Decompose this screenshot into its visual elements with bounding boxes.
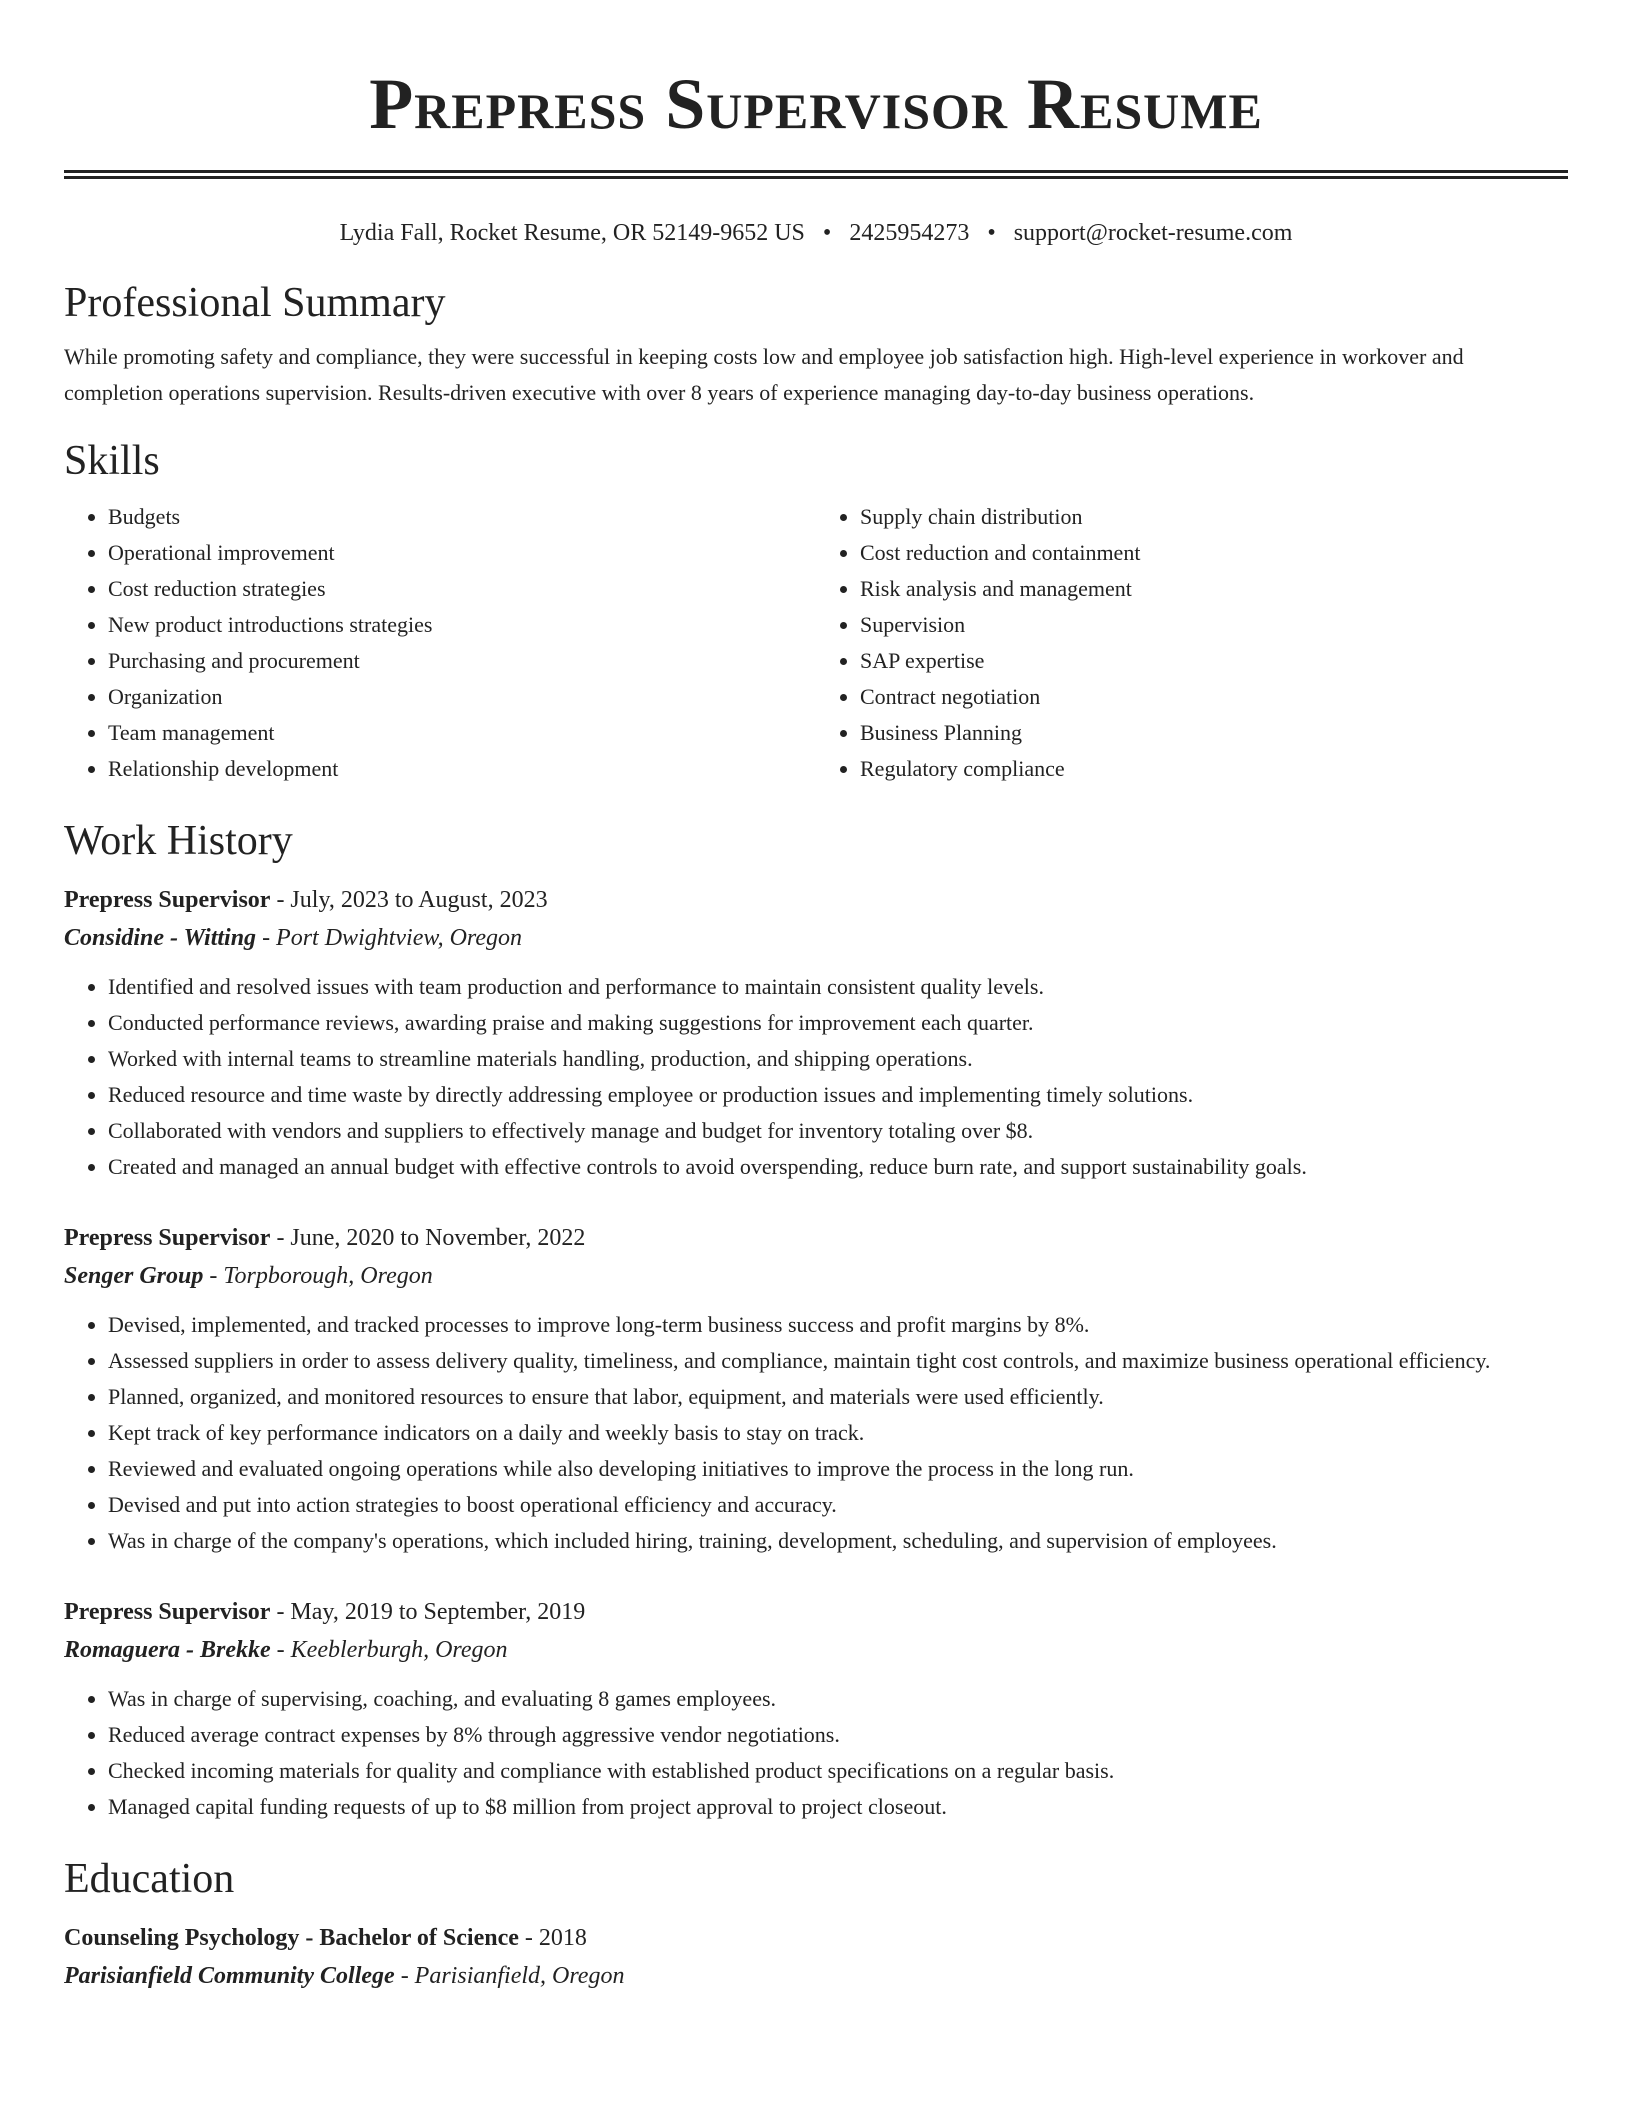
job-bullet: • Reduced resource and time waste by directly addressing employee or production issues and implementing timely solutions. bbox=[108, 1077, 1568, 1113]
job-bullet: • Was in charge of supervising, coaching, and evaluating 8 games employees. bbox=[108, 1681, 1568, 1717]
summary-heading: Professional Summary bbox=[64, 280, 446, 326]
job-bullet: • Worked with internal teams to streamline materials handling, production, and shipping operations. bbox=[108, 1041, 1568, 1077]
job-dates: - June, 2020 to November, 2022 bbox=[270, 1225, 586, 1251]
skill-item: • Supervision bbox=[860, 607, 1568, 643]
skills-heading: Skills bbox=[64, 438, 160, 484]
job-entry bbox=[64, 1219, 1568, 1559]
skill-item: • Cost reduction strategies bbox=[108, 571, 816, 607]
job-bullet: • Devised, implemented, and tracked processes to improve long-term business success and profit margins by 8%. bbox=[108, 1307, 1568, 1343]
job-title-line bbox=[64, 881, 1568, 919]
job-title: Prepress Supervisor bbox=[64, 887, 271, 913]
contact-separator: • bbox=[987, 220, 996, 246]
skill-item: • New product introductions strategies bbox=[108, 607, 816, 643]
job-bullet: • Managed capital funding requests of up to $8 million from project approval to project closeout. bbox=[108, 1789, 1568, 1825]
skill-item: • SAP expertise bbox=[860, 643, 1568, 679]
title-double-rule bbox=[64, 170, 1568, 179]
skill-item: • Team management bbox=[108, 715, 816, 751]
job-bullets bbox=[64, 969, 1568, 1185]
education-year: - 2018 bbox=[518, 1925, 587, 1951]
skills-columns bbox=[64, 499, 1568, 787]
job-bullet: • Identified and resolved issues with team production and performance to maintain consistent quality levels. bbox=[108, 969, 1568, 1005]
education-location: - Parisianfield, Oregon bbox=[394, 1963, 625, 1989]
job-dates: - May, 2019 to September, 2019 bbox=[270, 1599, 586, 1625]
skill-item: • Relationship development bbox=[108, 751, 816, 787]
education-school: Parisianfield Community College bbox=[64, 1963, 395, 1989]
job-location: - Keeblerburgh, Oregon bbox=[270, 1637, 508, 1663]
job-title-line bbox=[64, 1219, 1568, 1257]
contact-address: Lydia Fall, Rocket Resume, OR 52149-9652 US bbox=[339, 220, 805, 246]
skill-item: • Purchasing and procurement bbox=[108, 643, 816, 679]
education-heading: Education bbox=[64, 1856, 235, 1902]
job-bullets bbox=[64, 1681, 1568, 1825]
education-degree-line bbox=[64, 1919, 1568, 1957]
skill-item: • Supply chain distribution bbox=[860, 499, 1568, 535]
job-bullets bbox=[64, 1307, 1568, 1559]
job-company-line bbox=[64, 1631, 1568, 1669]
job-bullet: • Checked incoming materials for quality and compliance with established product specifications on a regular basis. bbox=[108, 1753, 1568, 1789]
job-bullet: • Planned, organized, and monitored resources to ensure that labor, equipment, and materials were used efficiently. bbox=[108, 1379, 1568, 1415]
skill-item: • Organization bbox=[108, 679, 816, 715]
job-company: Senger Group bbox=[64, 1263, 204, 1289]
skill-item: • Risk analysis and management bbox=[860, 571, 1568, 607]
job-dates: - July, 2023 to August, 2023 bbox=[270, 887, 548, 913]
resume-title: Prepress Supervisor Resume bbox=[369, 64, 1263, 144]
skill-item: • Operational improvement bbox=[108, 535, 816, 571]
job-bullet: • Conducted performance reviews, awarding praise and making suggestions for improvement each quarter. bbox=[108, 1005, 1568, 1041]
job-entry bbox=[64, 881, 1568, 1185]
job-bullet: • Reduced average contract expenses by 8% through aggressive vendor negotiations. bbox=[108, 1717, 1568, 1753]
job-bullet: • Kept track of key performance indicators on a daily and weekly basis to stay on track. bbox=[108, 1415, 1568, 1451]
job-company-line bbox=[64, 919, 1568, 957]
summary-text: While promoting safety and compliance, they were successful in keeping costs low and employee job satisfaction high. High-level experience in workover and completion operations supervision. Results-driven executive with over 8 years of experience managing day-to-day business operations. bbox=[64, 344, 1464, 405]
contact-email: support@rocket-resume.com bbox=[1013, 220, 1293, 246]
skill-item: • Business Planning bbox=[860, 715, 1568, 751]
job-entry bbox=[64, 1593, 1568, 1825]
contact-phone: 2425954273 bbox=[849, 220, 970, 246]
job-company-line bbox=[64, 1257, 1568, 1295]
job-company: Considine - Witting bbox=[64, 925, 257, 951]
job-bullet: • Devised and put into action strategies to boost operational efficiency and accuracy. bbox=[108, 1487, 1568, 1523]
job-bullet: • Created and managed an annual budget with effective controls to avoid overspending, reduce burn rate, and support sustainability goals. bbox=[108, 1149, 1568, 1185]
job-location: - Port Dwightview, Oregon bbox=[256, 925, 523, 951]
skill-item: • Cost reduction and containment bbox=[860, 535, 1568, 571]
education-degree: Counseling Psychology - Bachelor of Science bbox=[64, 1925, 519, 1951]
contact-separator: • bbox=[822, 220, 832, 246]
education-entry bbox=[64, 1919, 1568, 1995]
job-title: Prepress Supervisor bbox=[64, 1599, 271, 1625]
job-bullet: • Collaborated with vendors and suppliers to effectively manage and budget for inventory totaling over $8. bbox=[108, 1113, 1568, 1149]
job-location: - Torpborough, Oregon bbox=[203, 1263, 433, 1289]
job-bullet: • Reviewed and evaluated ongoing operations while also developing initiatives to improve the process in the long run. bbox=[108, 1451, 1568, 1487]
job-bullet: • Was in charge of the company's operations, which included hiring, training, development, scheduling, and supervision of employees. bbox=[108, 1523, 1568, 1559]
skills-list-right bbox=[816, 499, 1568, 787]
job-bullet: • Assessed suppliers in order to assess delivery quality, timeliness, and compliance, maintain tight cost controls, and maximize business operational efficiency. bbox=[108, 1343, 1568, 1379]
job-title: Prepress Supervisor bbox=[64, 1225, 271, 1251]
contact-line bbox=[64, 217, 1568, 249]
skill-item: • Contract negotiation bbox=[860, 679, 1568, 715]
work-history-heading: Work History bbox=[64, 818, 293, 864]
job-title-line bbox=[64, 1593, 1568, 1631]
skill-item: • Regulatory compliance bbox=[860, 751, 1568, 787]
skills-list-left bbox=[64, 499, 816, 787]
job-company: Romaguera - Brekke bbox=[64, 1637, 271, 1663]
skill-item: • Budgets bbox=[108, 499, 816, 535]
education-school-line bbox=[64, 1957, 1568, 1995]
